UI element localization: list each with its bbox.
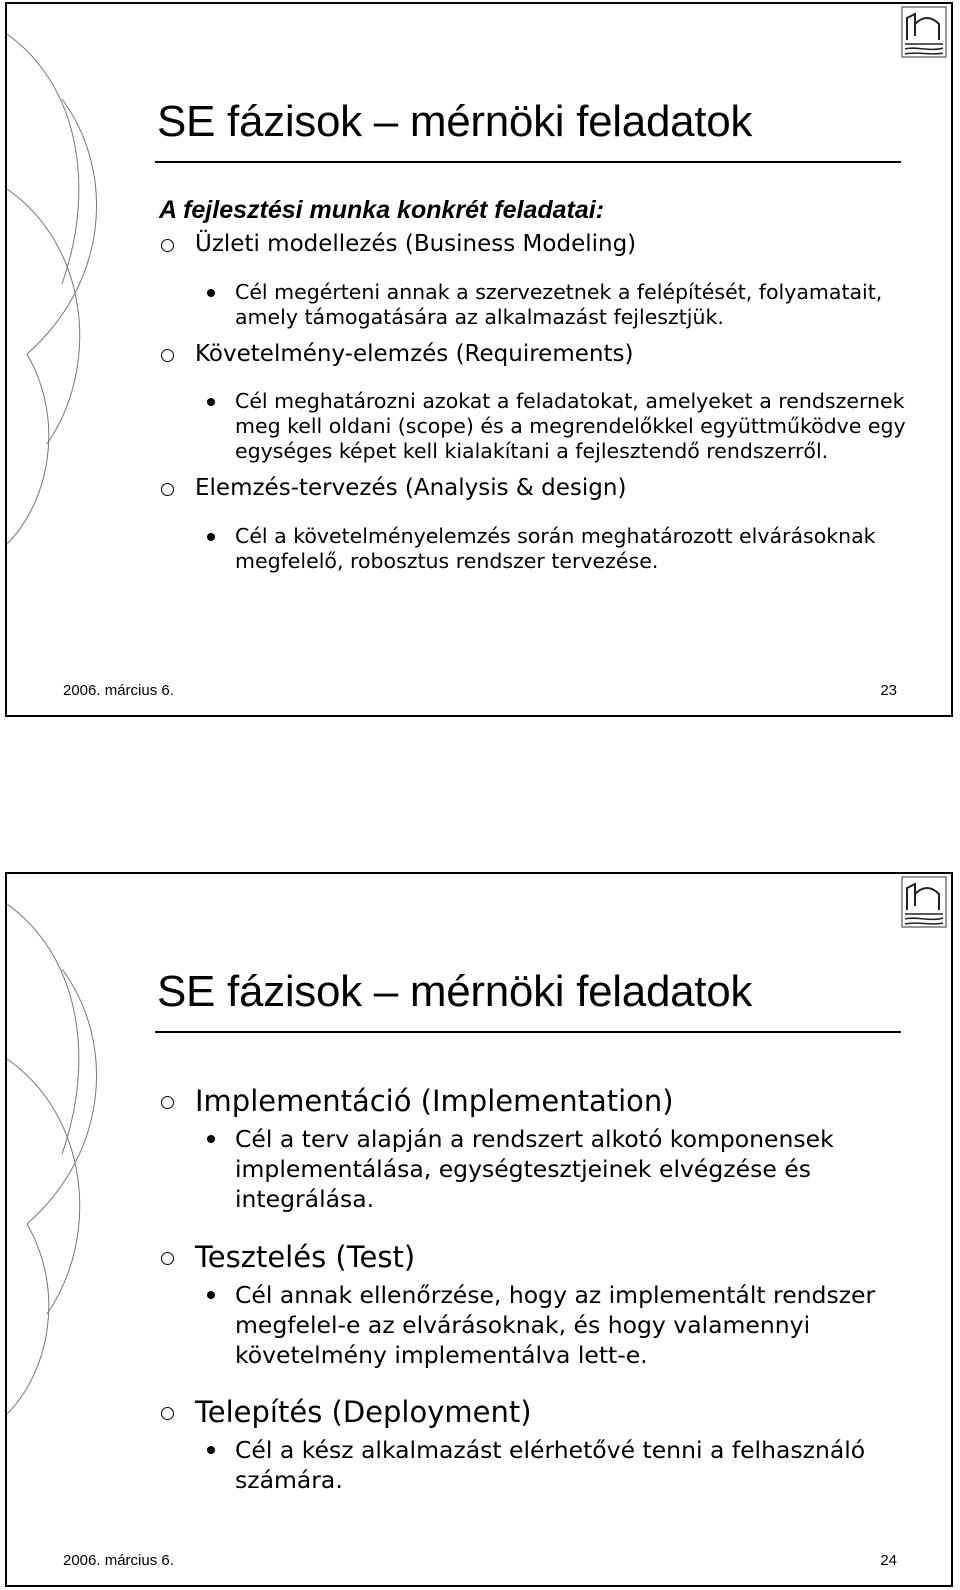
decorative-arcs <box>7 4 127 717</box>
sub-bullet: Cél annak ellenőrzése, hogy az implementált rendszer megfelel-e az elvárásoknak, és hogy valamennyi követelmény implementálva lett-e. <box>235 1280 931 1370</box>
bridge-logo-icon <box>901 876 947 928</box>
bullet-deployment: Telepítés (Deployment) <box>159 1393 931 1431</box>
slide-body <box>159 1072 931 1519</box>
page-number: 23 <box>880 682 897 699</box>
page-number: 24 <box>880 1552 897 1569</box>
footer-date: 2006. március 6. <box>63 1552 174 1569</box>
sub-bullet: Cél a terv alapján a rendszert alkotó komponensek implementálása, egységtesztjeinek elvégzése és integrálása. <box>235 1124 931 1214</box>
sub-bullet: Cél a kész alkalmazást elérhetővé tenni a felhasználó számára. <box>235 1435 931 1495</box>
sub-bullet: Cél meghatározni azokat a feladatokat, amelyeket a rendszernek meg kell oldani (scope) és a megrendelőkkel együttműködve egy egységes képet kell kialakítani a fejlesztendő rendszerről. <box>235 389 931 464</box>
lead-heading: A fejlesztési munka konkrét feladatai: <box>159 196 605 224</box>
footer-date: 2006. március 6. <box>63 682 174 699</box>
bullet-requirements: Követelmény-elemzés (Requirements) <box>159 339 931 369</box>
title-underline <box>155 1031 901 1033</box>
bridge-logo-icon <box>901 6 947 58</box>
sub-bullet: Cél a követelményelemzés során meghatározott elvárásoknak megfelelő, robosztus rendszer tervezése. <box>235 524 931 574</box>
decorative-arcs <box>7 874 127 1587</box>
bullet-implementation: Implementáció (Implementation) <box>159 1082 931 1120</box>
slide-title: SE fázisok – mérnöki feladatok <box>157 967 753 1016</box>
slide-body <box>159 196 931 583</box>
bullet-business-modeling: Üzleti modellezés (Business Modeling) <box>159 229 931 259</box>
bullet-analysis-design: Elemzés-tervezés (Analysis & design) <box>159 473 931 503</box>
slide-23 <box>5 2 953 717</box>
slide-24 <box>5 872 953 1587</box>
title-underline <box>155 161 901 163</box>
slide-title: SE fázisok – mérnöki feladatok <box>157 97 753 146</box>
sub-bullet: Cél megérteni annak a szervezetnek a felépítését, folyamatait, amely támogatására az alkalmazást fejlesztjük. <box>235 280 931 330</box>
bullet-test: Tesztelés (Test) <box>159 1238 931 1276</box>
